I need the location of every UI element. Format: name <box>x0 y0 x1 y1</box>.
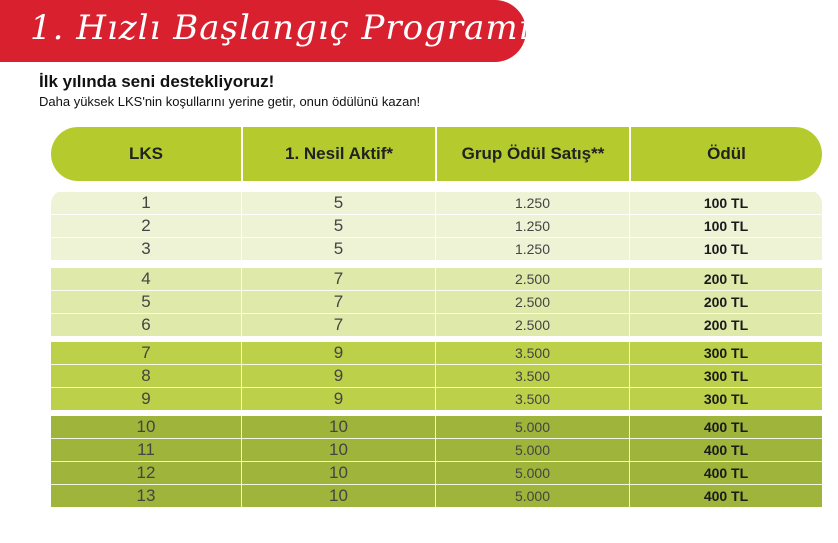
cell-odul: 400 TL <box>629 416 822 438</box>
cell-lks: 1 <box>141 193 151 212</box>
cell-lks: 13 <box>136 486 156 505</box>
table-row <box>51 291 822 314</box>
table-body <box>51 190 822 507</box>
row-group-4 <box>51 416 822 507</box>
title-banner <box>0 0 531 62</box>
table-row <box>51 238 822 260</box>
cell-satis: 3.500 <box>435 388 629 410</box>
cell-odul: 300 TL <box>629 365 822 387</box>
cell-satis: 5.000 <box>435 485 629 507</box>
row-group-1 <box>51 192 822 262</box>
cell-odul: 400 TL <box>629 462 822 484</box>
description: Daha yüksek LKS'nin koşullarını yerine getir, onun ödülünü kazan! <box>39 94 421 109</box>
cell-nesil: 9 <box>241 342 435 364</box>
row-group-3 <box>51 342 822 410</box>
cell-satis: 2.500 <box>435 268 629 290</box>
cell-satis: 3.500 <box>435 342 629 364</box>
header-nesil-aktif: 1. Nesil Aktif* <box>241 127 435 181</box>
cell-odul: 300 TL <box>629 342 822 364</box>
cell-satis: 2.500 <box>435 314 629 336</box>
cell-satis: 3.500 <box>435 365 629 387</box>
cell-nesil: 10 <box>241 462 435 484</box>
table-row <box>51 215 822 238</box>
header-odul: Ödül <box>629 127 822 181</box>
cell-nesil: 10 <box>241 416 435 438</box>
subtitle: İlk yılında seni destekliyoruz! <box>39 72 275 91</box>
cell-odul: 100 TL <box>629 238 822 260</box>
cell-lks: 12 <box>136 463 156 482</box>
cell-nesil: 9 <box>241 388 435 410</box>
table-row <box>51 388 822 410</box>
header-lks: LKS <box>129 144 163 163</box>
table-row <box>51 416 822 439</box>
cell-lks: 3 <box>141 239 151 258</box>
cell-satis: 5.000 <box>435 439 629 461</box>
cell-odul: 200 TL <box>629 268 822 290</box>
table-row <box>51 439 822 462</box>
cell-lks: 7 <box>141 343 151 362</box>
table-row <box>51 192 822 215</box>
cell-odul: 300 TL <box>629 388 822 410</box>
cell-satis: 5.000 <box>435 416 629 438</box>
table-row <box>51 268 822 291</box>
table-row <box>51 365 822 388</box>
cell-odul: 100 TL <box>629 215 822 237</box>
cell-nesil: 10 <box>241 485 435 507</box>
table-row <box>51 342 822 365</box>
cell-satis: 1.250 <box>435 192 629 214</box>
cell-odul: 400 TL <box>629 439 822 461</box>
cell-lks: 6 <box>141 315 151 334</box>
cell-lks: 2 <box>141 216 151 235</box>
cell-nesil: 5 <box>241 215 435 237</box>
cell-satis: 5.000 <box>435 462 629 484</box>
cell-nesil: 5 <box>241 238 435 260</box>
cell-lks: 10 <box>136 417 156 436</box>
cell-satis: 1.250 <box>435 238 629 260</box>
header-grup-odul-satis: Grup Ödül Satış** <box>435 127 629 181</box>
cell-lks: 4 <box>141 269 151 288</box>
cell-lks: 5 <box>141 292 151 311</box>
program-title: 1. Hızlı Başlangıç Programı <box>30 8 531 48</box>
cell-lks: 9 <box>141 389 151 408</box>
cell-odul: 100 TL <box>629 192 822 214</box>
cell-odul: 200 TL <box>629 314 822 336</box>
cell-nesil: 10 <box>241 439 435 461</box>
table-row <box>51 462 822 485</box>
cell-satis: 1.250 <box>435 215 629 237</box>
table-row <box>51 485 822 507</box>
table-header <box>51 127 822 181</box>
cell-lks: 8 <box>141 366 151 385</box>
row-group-2 <box>51 268 822 336</box>
cell-nesil: 5 <box>241 192 435 214</box>
cell-nesil: 7 <box>241 268 435 290</box>
table-row <box>51 314 822 336</box>
cell-lks: 11 <box>137 440 155 459</box>
cell-nesil: 7 <box>241 314 435 336</box>
cell-odul: 200 TL <box>629 291 822 313</box>
cell-odul: 400 TL <box>629 485 822 507</box>
cell-satis: 2.500 <box>435 291 629 313</box>
cell-nesil: 7 <box>241 291 435 313</box>
cell-nesil: 9 <box>241 365 435 387</box>
